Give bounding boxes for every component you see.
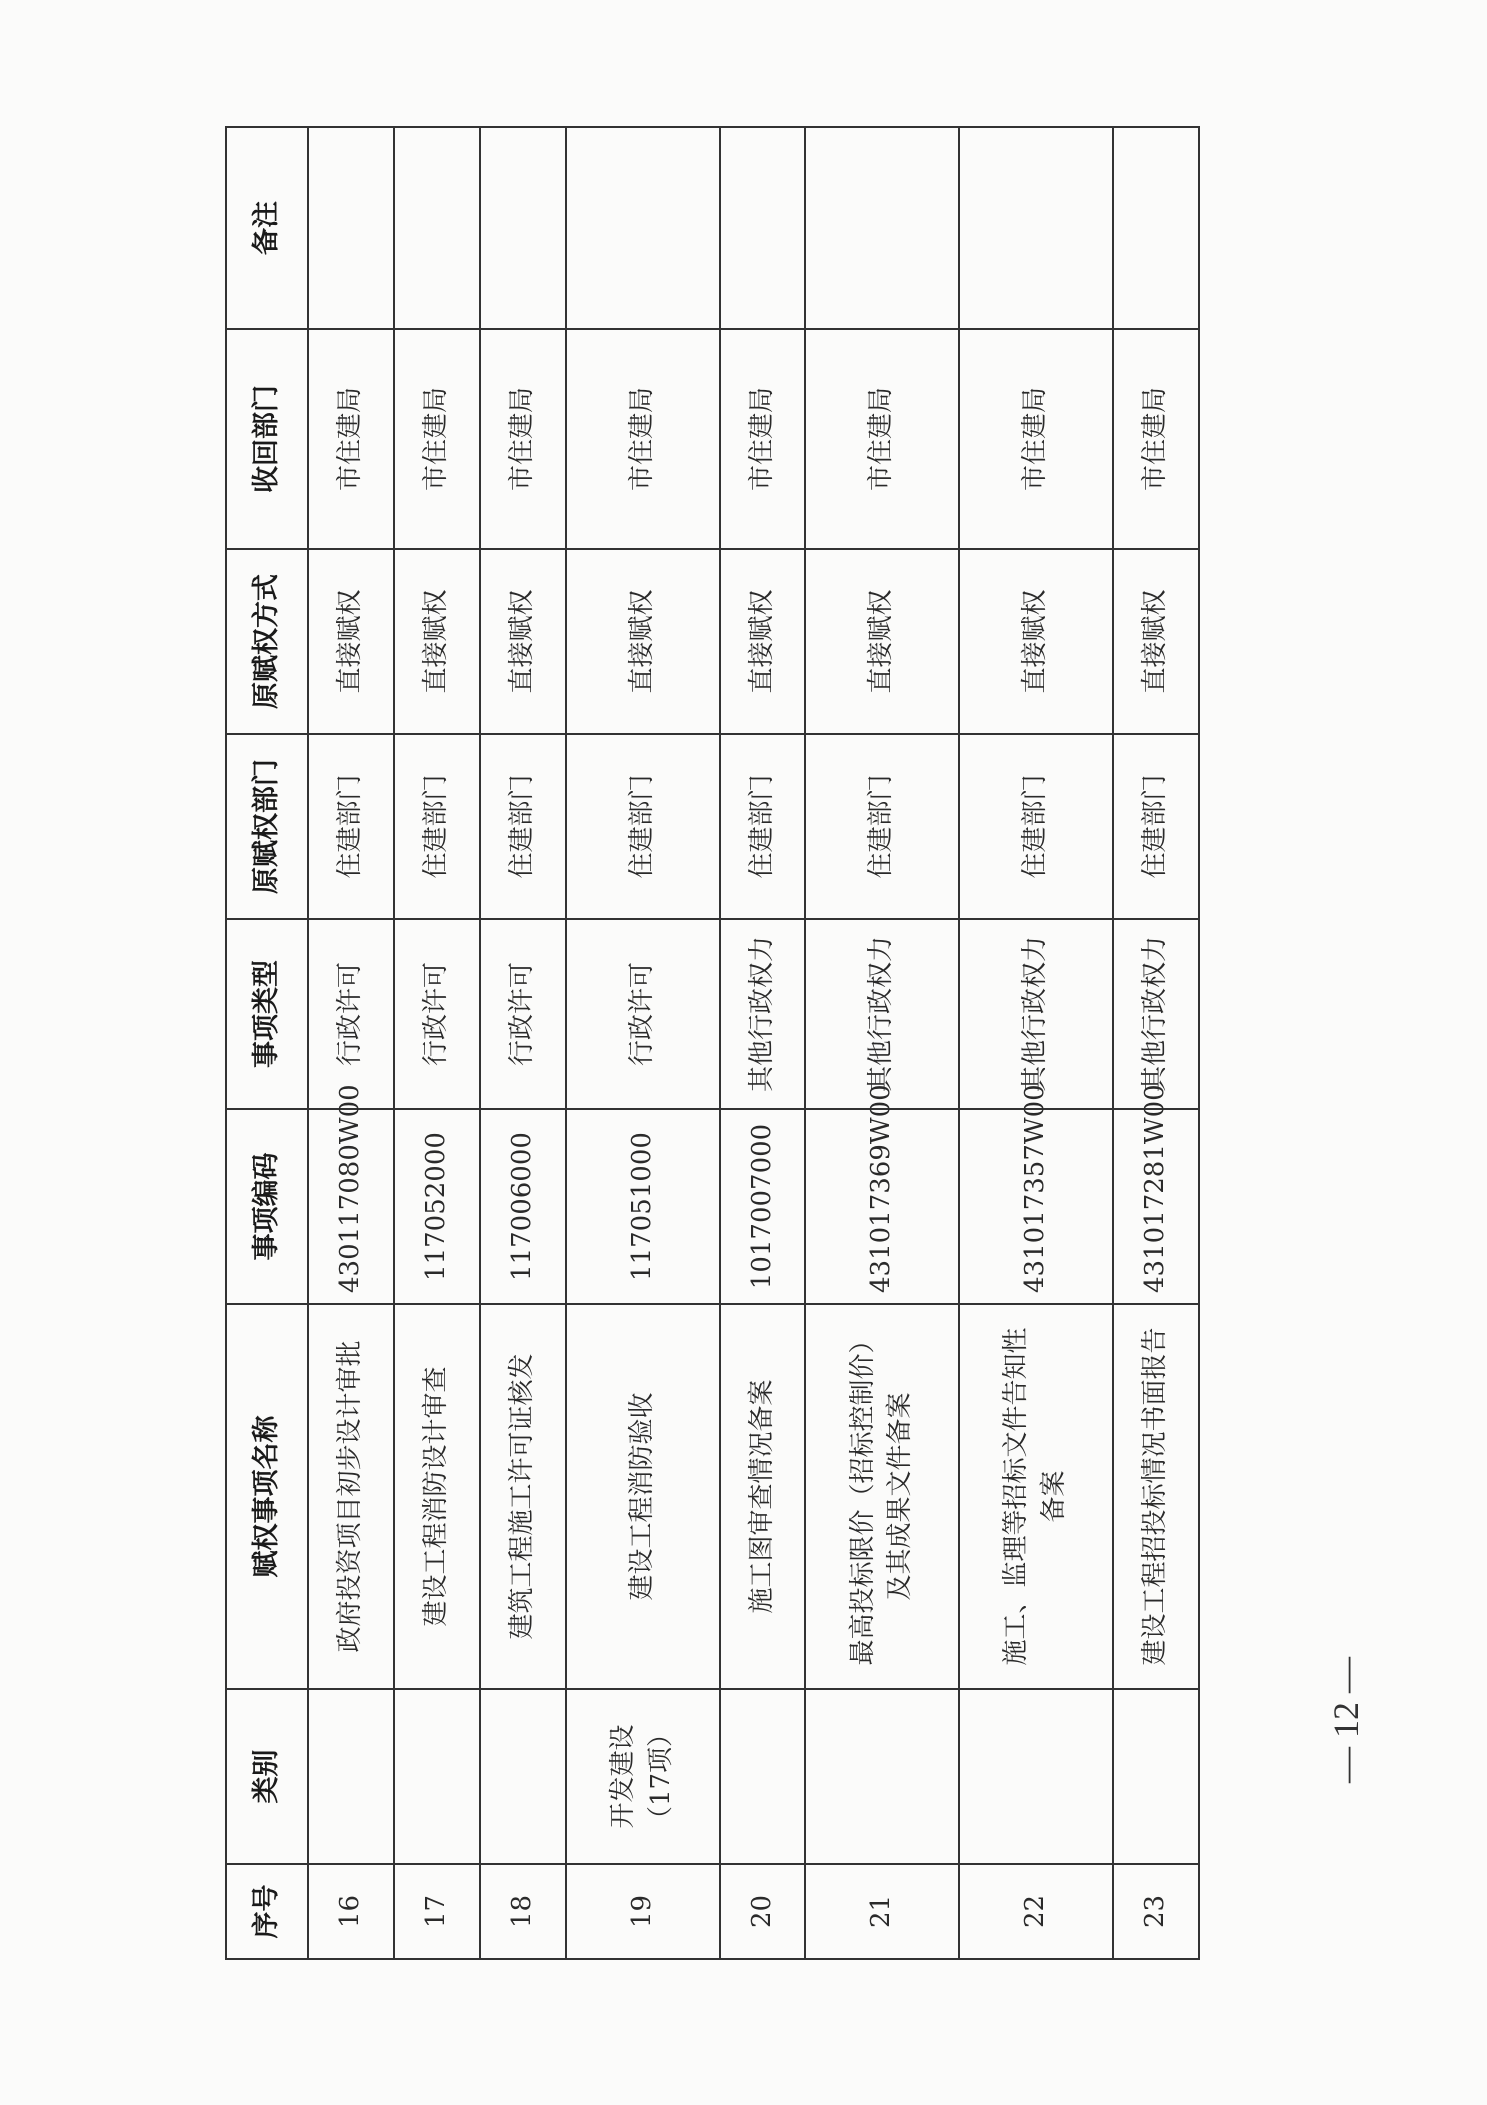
cell-remark [1113,127,1199,329]
table-row [805,127,959,1959]
page-number [1325,1657,1487,1870]
page-number-text: — 12 — [1326,1657,1366,1783]
cell-seq: 18 [480,1864,566,1959]
cell-orig-method: 直接赋权 [480,549,566,734]
cell-remark [394,127,480,329]
cell-recall-dept: 市住建局 [566,329,720,549]
cell-orig-dept: 住建部门 [308,734,394,919]
cell-recall-dept: 市住建局 [308,329,394,549]
header-seq: 序号 [226,1864,308,1959]
cell-seq: 17 [394,1864,480,1959]
cell-seq: 19 [566,1864,720,1959]
cell-item-code: 117051000 [566,1109,720,1304]
table-header-row [226,127,308,1959]
cell-seq: 23 [1113,1864,1199,1959]
header-orig-method: 原赋权方式 [226,549,308,734]
cell-item-name: 施工图审查情况备案 [720,1304,806,1689]
cell-remark [720,127,806,329]
cell-item-code: 431017357W00 [959,1109,1113,1304]
cell-item-code: 431017369W00 [805,1109,959,1304]
category-label-line2: （17项） [645,1720,676,1833]
cell-item-type: 其他行政权力 [959,919,1113,1109]
cell-recall-dept: 市住建局 [720,329,806,549]
cell-category-blank [308,1689,394,1864]
header-item-name: 赋权事项名称 [226,1304,308,1689]
cell-item-type: 其他行政权力 [805,919,959,1109]
cell-item-type: 行政许可 [308,919,394,1109]
cell-recall-dept: 市住建局 [394,329,480,549]
cell-orig-method: 直接赋权 [720,549,806,734]
table-row [394,127,480,1959]
cell-recall-dept: 市住建局 [959,329,1113,549]
cell-item-type: 其他行政权力 [720,919,806,1109]
cell-item-name: 建设工程消防设计审查 [394,1304,480,1689]
cell-category-blank [720,1689,806,1864]
cell-item-type: 行政许可 [480,919,566,1109]
cell-orig-dept: 住建部门 [959,734,1113,919]
cell-item-code: 117052000 [394,1109,480,1304]
cell-remark [480,127,566,329]
rotated-table-container [225,128,1200,1960]
cell-item-name: 建筑工程施工许可证核发 [480,1304,566,1689]
cell-orig-dept: 住建部门 [394,734,480,919]
cell-item-type: 行政许可 [566,919,720,1109]
cell-orig-method: 直接赋权 [959,549,1113,734]
cell-remark [308,127,394,329]
cell-item-name: 建设工程消防验收 [566,1304,720,1689]
cell-seq: 16 [308,1864,394,1959]
cell-recall-dept: 市住建局 [480,329,566,549]
header-remark: 备注 [226,127,308,329]
cell-seq: 20 [720,1864,806,1959]
cell-item-type: 行政许可 [394,919,480,1109]
header-item-type: 事项类型 [226,919,308,1109]
table-row [720,127,806,1959]
cell-item-name: 政府投资项目初步设计审批 [308,1304,394,1689]
cell-remark [959,127,1113,329]
cell-item-name: 最高投标限价（招标控制价）及其成果文件备案 [805,1304,959,1689]
cell-category-blank [480,1689,566,1864]
cell-orig-method: 直接赋权 [308,549,394,734]
cell-orig-method: 直接赋权 [566,549,720,734]
header-recall-dept: 收回部门 [226,329,308,549]
cell-item-code: 117006000 [480,1109,566,1304]
cell-item-code: 430117080W00 [308,1109,394,1304]
authority-table [225,126,1200,1960]
table-row [1113,127,1199,1959]
header-category: 类别 [226,1689,308,1864]
cell-category-blank [1113,1689,1199,1864]
cell-category-blank [959,1689,1113,1864]
cell-seq: 22 [959,1864,1113,1959]
table-row [566,127,720,1959]
cell-item-type: 其他行政权力 [1113,919,1199,1109]
cell-item-code: 431017281W00 [1113,1109,1199,1304]
cell-remark [566,127,720,329]
cell-orig-dept: 住建部门 [480,734,566,919]
cell-item-code: 1017007000 [720,1109,806,1304]
table-row [959,127,1113,1959]
header-item-code: 事项编码 [226,1109,308,1304]
cell-orig-dept: 住建部门 [1113,734,1199,919]
cell-category-blank [805,1689,959,1864]
cell-remark [805,127,959,329]
table-row [480,127,566,1959]
cell-orig-method: 直接赋权 [394,549,480,734]
cell-orig-method: 直接赋权 [805,549,959,734]
cell-category [566,1689,720,1864]
cell-orig-dept: 住建部门 [805,734,959,919]
table-row [308,127,394,1959]
cell-orig-dept: 住建部门 [720,734,806,919]
cell-orig-dept: 住建部门 [566,734,720,919]
cell-orig-method: 直接赋权 [1113,549,1199,734]
category-label-line1: 开发建设 [607,1724,638,1829]
cell-recall-dept: 市住建局 [805,329,959,549]
cell-item-name: 建设工程招投标情况书面报告 [1113,1304,1199,1689]
cell-category-blank [394,1689,480,1864]
header-orig-dept: 原赋权部门 [226,734,308,919]
cell-recall-dept: 市住建局 [1113,329,1199,549]
cell-seq: 21 [805,1864,959,1959]
cell-item-name: 施工、监理等招标文件告知性备案 [959,1304,1113,1689]
